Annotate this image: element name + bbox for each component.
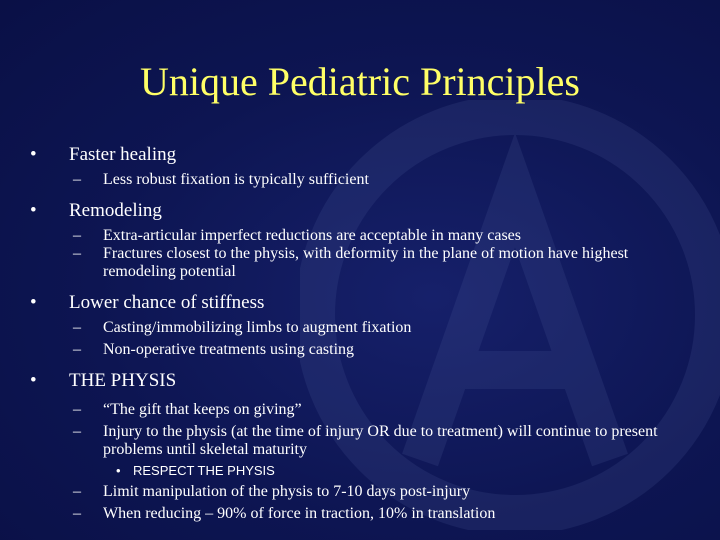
sub-bullet: [30, 227, 690, 245]
sub-bullet-text: Non-operative treatments using casting: [103, 341, 355, 358]
bullet-text: Lower chance of stiffness: [69, 292, 265, 313]
bullet-icon: •: [30, 292, 37, 313]
sub-bullet-text: When reducing – 90% of force in traction, 10% in translation: [103, 505, 496, 522]
bullet-icon: •: [30, 370, 37, 391]
dash-icon: –: [73, 401, 81, 418]
sub-bullet: [30, 505, 690, 523]
dash-icon: –: [73, 483, 81, 500]
sub-bullet-text: Limit manipulation of the physis to 7-10 days post-injury: [103, 483, 471, 500]
dash-icon: –: [73, 341, 81, 358]
bullet-remodeling: [30, 199, 690, 223]
bullet-icon: •: [30, 144, 37, 165]
sub-bullet: [30, 171, 690, 189]
bullet-faster-healing: [30, 143, 690, 167]
bullet-icon: •: [30, 200, 37, 221]
sub-sub-bullet-text: RESPECT THE PHYSIS: [133, 463, 275, 478]
sub-bullet-text: Fractures closest to the physis, with deformity in the plane of motion have highest remodeling potential: [103, 245, 629, 280]
dash-icon: –: [73, 423, 81, 440]
sub-bullet: [30, 423, 690, 459]
dash-icon: –: [73, 171, 81, 188]
sub-bullet: [30, 245, 690, 281]
bullet-text: Remodeling: [69, 200, 162, 221]
sub-bullet: [30, 483, 690, 501]
bullet-list: [30, 143, 690, 523]
dash-icon: –: [73, 505, 81, 522]
sub-bullet-text: Injury to the physis (at the time of injury OR due to treatment) will continue to present problems until skeletal maturity: [103, 423, 658, 458]
sub-bullet-text: Casting/immobilizing limbs to augment fixation: [103, 319, 412, 336]
dash-icon: –: [73, 245, 81, 262]
sub-bullet-text: “The gift that keeps on giving”: [103, 401, 302, 418]
bullet-lower-chance-of-stiffness: [30, 291, 690, 315]
sub-bullet-text: Extra-articular imperfect reductions are acceptable in many cases: [103, 227, 521, 244]
dash-icon: –: [73, 227, 81, 244]
sub-bullet: [30, 319, 690, 337]
bullet-icon: •: [116, 463, 121, 478]
sub-sub-bullet: [30, 463, 690, 479]
slide-title: Unique Pediatric Principles: [140, 59, 580, 104]
bullet-text: THE PHYSIS: [69, 370, 177, 391]
bullet-the-physis: [30, 369, 690, 393]
bullet-text: Faster healing: [69, 144, 177, 165]
dash-icon: –: [73, 319, 81, 336]
sub-bullet: [30, 401, 690, 419]
sub-bullet: [30, 341, 690, 359]
sub-bullet-text: Less robust fixation is typically sufficient: [103, 171, 369, 188]
